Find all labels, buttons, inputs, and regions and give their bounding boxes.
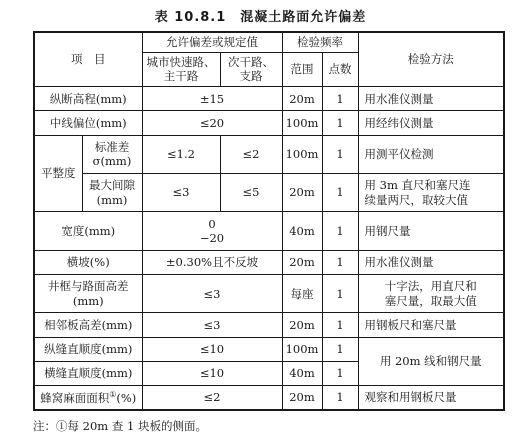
table-row: 横坡(%) ±0.30%且不反坡 20m 1 用水准仪测量: [34, 250, 504, 274]
table-row: 井框与路面高差 (mm) ≤3 每座 1 十字法，用直尺和 塞尺量，取最大值: [34, 275, 504, 313]
table-row: 中线偏位(mm) ≤20 100m 1 用经纬仪测量: [34, 111, 504, 135]
table-title: 表 10.8.1 混凝土路面允许偏差: [154, 10, 367, 25]
header-frequency: 检验频率: [282, 32, 358, 52]
flatness-group-label: 平整度: [34, 135, 82, 212]
table-row: 纵断高程(mm) ±15 20m 1 用水准仪测量: [34, 87, 504, 111]
header-secondary: 次干路、 支路: [220, 52, 282, 86]
table-row: 横缝直顺度(mm) ≤10 40m 1: [34, 361, 504, 385]
header-count: 点数: [322, 52, 358, 86]
header-urban: 城市快速路、 主干路: [142, 52, 220, 86]
table-row: 相邻板高差(mm) ≤3 20m 1 用钢板尺和塞尺量: [34, 313, 504, 337]
tolerance-table: [33, 31, 505, 411]
table-row: 蜂窝麻面面积①(%) ≤2 20m 1 观察和用钢板尺量: [34, 386, 504, 410]
table-row: 最大间隙 (mm) ≤3 ≤5 20m 1 用 3m 直尺和塞尺连 续量两尺，取较大值: [34, 173, 504, 211]
header-method: 检验方法: [358, 32, 504, 87]
table-row: 平整度 标准差 σ(mm) ≤1.2 ≤2 100m 1 用测平仪检测: [34, 135, 504, 173]
header-tolerance: 允许偏差或规定值: [142, 32, 282, 52]
footnote: 注：①每 20m 查 1 块板的侧面。: [33, 419, 207, 433]
table-row: 宽度(mm) 0 −20 40m 1 用钢尺量: [34, 212, 504, 250]
header-row-1: [34, 32, 504, 52]
table-row: 纵缝直顺度(mm) ≤10 100m 1 用 20m 线和钢尺量: [34, 337, 504, 361]
header-item: 项 目: [34, 32, 142, 87]
header-range: 范围: [282, 52, 322, 86]
